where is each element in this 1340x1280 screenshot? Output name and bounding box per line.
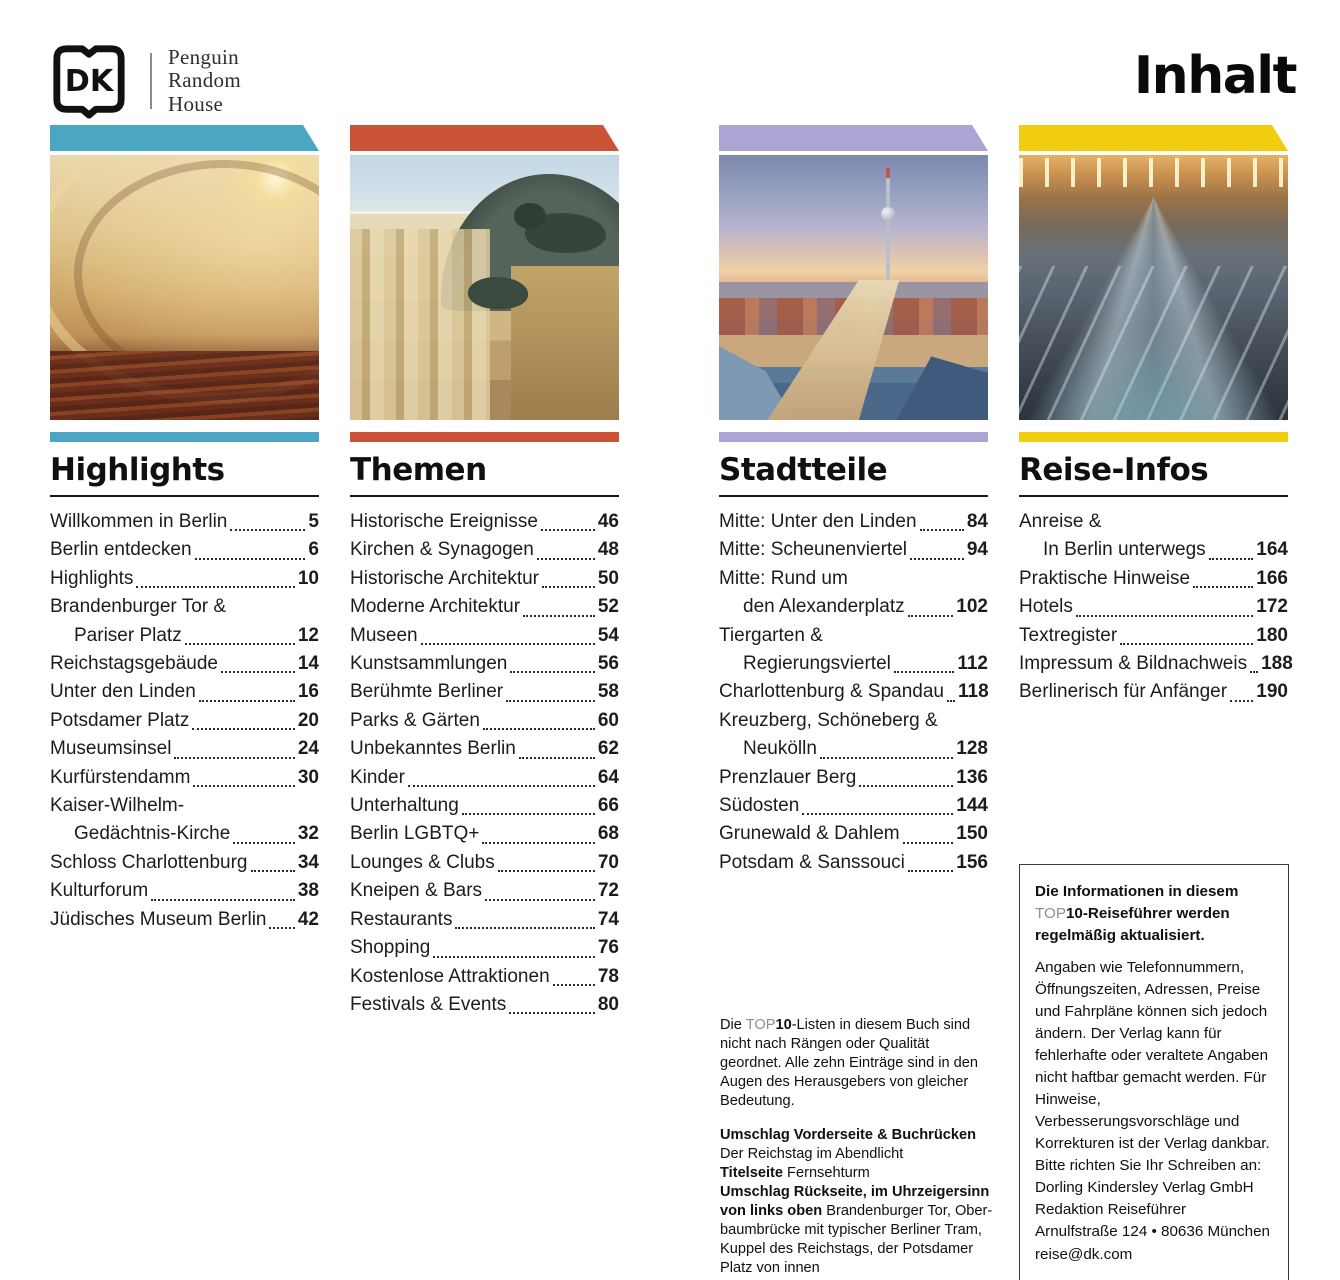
toc-entry (350, 764, 619, 792)
toc-entry-label: Charlottenburg & Spandau (719, 681, 944, 703)
publisher-name (168, 46, 241, 115)
text-segment: Redaktion Reiseführer (1035, 1201, 1187, 1219)
toc-entry-label: Grunewald & Dahlem (719, 823, 900, 845)
toc-entry-page: 136 (956, 766, 988, 788)
toc-entry-label: Moderne Architektur (350, 596, 521, 618)
toc-entry (350, 735, 619, 763)
toc-entry (1019, 593, 1288, 621)
toc-entry-page: 50 (597, 567, 619, 589)
toc-entry (50, 678, 319, 706)
toc-entry-page: 190 (1256, 681, 1288, 703)
dot-leader (408, 785, 595, 787)
toc-entry (50, 707, 319, 735)
panther-statue (468, 277, 527, 309)
toc-entry (350, 991, 619, 1019)
text-segment: Brandenburger Tor, Oberbaumbrücke mit typischer Berliner Tram, Kuppel des Reichstags, der Potsdamer Platz von innen (720, 1202, 993, 1276)
toc-entry-page: 42 (297, 908, 319, 930)
dot-leader (195, 558, 306, 560)
toc-entry (50, 764, 319, 792)
text-segment: -Listen in diesem Buch sind nicht nach Rängen oder Qualität geordnet. Alle zehn Einträge sind in den Augen des Herausgebers von gleicher Bedeutung. (720, 1017, 979, 1109)
opera-seat-rows (50, 351, 319, 420)
toc-entry-label: Restaurants (350, 908, 453, 930)
section-color-bar (350, 432, 619, 442)
dot-leader (1230, 700, 1253, 702)
text-segment: TOP (1035, 905, 1066, 923)
dot-leader (1076, 615, 1253, 617)
dot-leader (230, 529, 305, 531)
toc-entry (350, 678, 619, 706)
dot-leader (136, 586, 294, 588)
toc-entry-page: 70 (597, 851, 619, 873)
section-title: Reise-Infos (1019, 452, 1209, 488)
section-tab (1019, 125, 1288, 151)
toc-entry-page: 66 (597, 795, 619, 817)
dot-leader (908, 615, 954, 617)
dot-leader (859, 785, 953, 787)
toc-entry-label: Unbekanntes Berlin (350, 738, 516, 760)
toc-entry-label: In Berlin unterwegs (1043, 539, 1206, 561)
toc-entry-label: Textregister (1019, 624, 1118, 646)
toc-entry-label: Kaiser-Wilhelm- (50, 795, 185, 817)
toc-entry (50, 622, 319, 650)
toc-entry (719, 593, 988, 621)
dot-leader (506, 700, 595, 702)
toc-entry-label: Mitte: Rund um (719, 567, 848, 589)
toc-entry-label: Unter den Linden (50, 681, 196, 703)
toc-entry-label: Berlinerisch für Anfänger (1019, 681, 1228, 703)
toc-entry-label: den Alexanderplatz (743, 596, 905, 618)
section-color-bar (50, 432, 319, 442)
toc-entry-label: Potsdam & Sanssouci (719, 851, 905, 873)
toc-entry-page: 166 (1256, 567, 1288, 589)
toc-entry-page: 24 (297, 738, 319, 760)
toc-entry-label: Brandenburger Tor & (50, 596, 227, 618)
toc-entry-label: Museen (350, 624, 418, 646)
toc-entry (50, 536, 319, 564)
toc-entry-label: Impressum & Bildnachweis (1019, 653, 1248, 675)
footnote-block (720, 1016, 994, 1280)
info-box-body (1035, 957, 1273, 1265)
toc-entry-label: Highlights (50, 567, 134, 589)
toc-entry-label: Willkommen in Berlin (50, 511, 228, 532)
toc-entry-label: Neukölln (743, 738, 817, 760)
toc-entry-page: 156 (956, 851, 988, 873)
toc-entry-label: Festivals & Events (350, 993, 507, 1015)
text-segment: Der Reichstag im Abendlicht (720, 1145, 904, 1162)
dot-leader (1250, 671, 1258, 673)
toc-entry-label: Kostenlose Attraktionen (350, 965, 550, 987)
toc-entry (50, 877, 319, 905)
toc-entry (50, 565, 319, 593)
dot-leader (541, 529, 595, 531)
toc-entry (719, 735, 988, 763)
text-segment: Die Informationen in diesem (1035, 883, 1239, 900)
page-title: Inhalt (1133, 46, 1296, 106)
text-segment: 10-Reiseführer werden regelmäßig aktualisiert. (1035, 905, 1230, 945)
toc-entry (350, 792, 619, 820)
toc-entry-label: Kirchen & Synagogen (350, 539, 534, 561)
brand-divider (150, 53, 152, 109)
info-box-lead (1035, 881, 1273, 947)
dot-leader (553, 984, 595, 986)
toc-entry-label: Gedächtnis-Kirche (74, 823, 231, 845)
dot-leader (1193, 586, 1253, 588)
top10-note (720, 1016, 994, 1111)
dot-leader (903, 842, 954, 844)
toc-entry-page: 10 (297, 567, 319, 589)
tv-tower (886, 168, 890, 290)
toc-entry-page: 112 (957, 653, 988, 675)
toc-entry-label: Historische Ereignisse (350, 511, 538, 532)
toc-entry-page: 78 (597, 965, 619, 987)
toc-entry (719, 678, 988, 706)
toc-entry-label: Kinder (350, 766, 405, 788)
toc-entry (350, 877, 619, 905)
toc-entry-page: 94 (966, 539, 988, 561)
toc-entry-label: Schloss Charlottenburg (50, 851, 248, 873)
toc-entry-page: 180 (1256, 624, 1288, 646)
text-segment: TOP (745, 1017, 776, 1033)
toc-entry-label: Unterhaltung (350, 795, 459, 817)
toc-entry (1019, 622, 1288, 650)
toc-entry-label: Kreuzberg, Schöneberg & (719, 709, 938, 731)
dot-leader (233, 842, 295, 844)
toc-entry (50, 650, 319, 678)
dot-leader (542, 586, 595, 588)
toc-entry-label: Prenzlauer Berg (719, 766, 857, 788)
toc-entry (719, 792, 988, 820)
dot-leader (251, 870, 295, 872)
toc-entry-page: 6 (308, 539, 319, 561)
toc-entry (350, 820, 619, 848)
toc-entry-page: 62 (597, 738, 619, 760)
toc-entry (719, 650, 988, 678)
toc-list (1019, 508, 1293, 707)
dot-leader (462, 813, 595, 815)
dot-leader (269, 927, 294, 929)
station-ceiling-lights (1019, 158, 1288, 187)
toc-entry (350, 536, 619, 564)
publisher-info-box (1019, 864, 1289, 1280)
toc-entry-label: Berlin entdecken (50, 539, 192, 561)
photo-train-station (1019, 155, 1288, 420)
toc-entry-label: Shopping (350, 937, 431, 959)
toc-entry-label: Kurfürstendamm (50, 766, 191, 788)
toc-entry-label: Berlin LGBTQ+ (350, 823, 480, 845)
dot-leader (947, 700, 955, 702)
toc-entry-page: 52 (597, 596, 619, 618)
toc-entry (50, 735, 319, 763)
toc-entry-page: 76 (597, 937, 619, 959)
section-title: Themen (350, 452, 487, 488)
section-rule (50, 495, 319, 497)
toc-entry-label: Tiergarten & (719, 624, 823, 646)
section-tab (50, 125, 319, 151)
toc-entry-label: Praktische Hinweise (1019, 567, 1191, 589)
dot-leader (193, 785, 294, 787)
section-tab (350, 125, 619, 151)
dot-leader (920, 529, 964, 531)
toc-entry (50, 593, 319, 621)
toc-entry-page: 30 (297, 766, 319, 788)
dot-leader (498, 870, 595, 872)
text-segment: Umschlag Vorderseite & Buchrücken (720, 1126, 977, 1143)
dot-leader (894, 671, 954, 673)
toc-entry-page: 5 (308, 511, 319, 532)
cover-credits (720, 1126, 994, 1278)
toc-entry-page: 60 (597, 709, 619, 731)
river-right (897, 356, 988, 420)
publisher-line: Penguin (168, 45, 239, 70)
toc-entry (350, 849, 619, 877)
dot-leader (1209, 558, 1254, 560)
toc-entry (719, 820, 988, 848)
toc-entry (50, 849, 319, 877)
toc-entry-page: 164 (1256, 539, 1288, 561)
photo-opera-house (50, 155, 319, 420)
section-rule (350, 495, 619, 497)
dk-logo-text: DK (64, 63, 114, 99)
section-title: Highlights (50, 452, 225, 488)
dot-leader (802, 813, 953, 815)
dot-leader (820, 757, 953, 759)
section-tab (719, 125, 988, 151)
dot-leader (192, 728, 294, 730)
tv-tower-sphere (881, 207, 895, 221)
section-stadtteile (719, 125, 988, 877)
text-segment: Arnulfstraße 124 • 80636 München (1035, 1223, 1270, 1241)
dot-leader (455, 927, 594, 929)
toc-entry (719, 536, 988, 564)
toc-entry-label: Kneipen & Bars (350, 880, 483, 902)
station-platform-glow (1019, 314, 1288, 420)
dot-leader (537, 558, 595, 560)
toc-entry-page: 80 (597, 993, 619, 1015)
dot-leader (509, 1012, 595, 1014)
toc-entry-label: Kunstsammlungen (350, 653, 508, 675)
toc-entry-page: 58 (597, 681, 619, 703)
section-themen (350, 125, 619, 1019)
toc-entry-page: 72 (597, 880, 619, 902)
toc-entry (719, 508, 988, 536)
section-reise-infos (1019, 125, 1293, 707)
dot-leader (185, 643, 295, 645)
toc-entry-label: Pariser Platz (74, 624, 182, 646)
toc-entry-page: 16 (297, 681, 319, 703)
dot-leader (485, 899, 595, 901)
toc-entry-page: 102 (956, 596, 988, 618)
toc-entry-label: Mitte: Scheunenviertel (719, 539, 907, 561)
section-highlights (50, 125, 319, 934)
toc-entry-page: 150 (956, 823, 988, 845)
statue-pedestal (511, 266, 619, 420)
toc-entry-page: 38 (297, 880, 319, 902)
toc-entry-label: Potsdamer Platz (50, 709, 190, 731)
text-segment: Angaben wie Telefonnummern, Öffnungszeiten, Adressen, Preise und Fahrpläne können sich jedoch ändern. Der Verlag kann für fehlerhafte oder veraltete Angaben nicht haftbar gemacht werden. Für Hinweise, Verbesserungsvorschläge und Korrekturen ist der Verlag dankbar. Bitte richten Sie Ihr Schreiben an: (1035, 959, 1270, 1175)
toc-entry-page: 144 (956, 795, 988, 817)
toc-entry-label: Reichstagsgebäude (50, 653, 218, 675)
section-title: Stadtteile (719, 452, 888, 488)
dot-leader (910, 558, 964, 560)
section-color-bar (719, 432, 988, 442)
dot-leader (1120, 643, 1253, 645)
dot-leader (510, 671, 594, 673)
toc-entry-label: Hotels (1019, 596, 1073, 618)
toc-entry-page: 84 (966, 511, 988, 532)
toc-entry (719, 707, 988, 735)
toc-entry (350, 593, 619, 621)
toc-entry (50, 508, 319, 536)
toc-entry (50, 906, 319, 934)
toc-entry (350, 565, 619, 593)
toc-entry-page: 64 (597, 766, 619, 788)
text-segment: Die (720, 1017, 746, 1033)
publisher-line: House (168, 91, 224, 116)
toc-entry (1019, 508, 1288, 536)
toc-entry-label: Regierungsviertel (743, 653, 891, 675)
toc-entry-page: 118 (958, 681, 989, 703)
dot-leader (221, 671, 295, 673)
dot-leader (519, 757, 595, 759)
toc-entry (719, 849, 988, 877)
toc-entry (350, 934, 619, 962)
toc-entry (1019, 565, 1288, 593)
toc-entry-page: 32 (297, 823, 319, 845)
toc-entry-page: 14 (297, 653, 319, 675)
toc-list (350, 508, 619, 1019)
section-rule (719, 495, 988, 497)
publisher-brand (50, 42, 241, 120)
text-segment: reise@dk.com (1035, 1245, 1133, 1263)
text-segment: Umschlag Rückseite, im Uhrzeigersinn von links oben (720, 1183, 990, 1219)
toc-entry-page: 12 (297, 624, 319, 646)
toc-entry-label: Kulturforum (50, 880, 149, 902)
publisher-line: Random (168, 68, 241, 93)
dot-leader (482, 842, 595, 844)
toc-entry-label: Südosten (719, 795, 800, 817)
toc-entry (1019, 650, 1293, 678)
toc-entry-label: Museumsinsel (50, 738, 172, 760)
photo-berlin-skyline (719, 155, 988, 420)
dot-leader (421, 643, 595, 645)
section-rule (1019, 495, 1288, 497)
toc-entry-page: 54 (597, 624, 619, 646)
text-segment: Fernsehturm (783, 1164, 870, 1181)
toc-entry (350, 650, 619, 678)
toc-entry (350, 707, 619, 735)
toc-entry-page: 172 (1256, 596, 1288, 618)
dot-leader (199, 700, 295, 702)
toc-entry (350, 622, 619, 650)
toc-entry-page: 74 (597, 908, 619, 930)
toc-entry (1019, 536, 1288, 564)
toc-entry (50, 792, 319, 820)
toc-entry (1019, 678, 1288, 706)
dot-leader (483, 728, 595, 730)
toc-entry (350, 906, 619, 934)
toc-entry (719, 565, 988, 593)
text-segment: 10 (775, 1017, 792, 1033)
toc-entry-label: Berühmte Berliner (350, 681, 504, 703)
text-segment: Titelseite (720, 1164, 783, 1181)
toc-entry-label: Jüdisches Museum Berlin (50, 908, 267, 930)
dot-leader (523, 615, 595, 617)
toc-entry-label: Historische Architektur (350, 567, 540, 589)
konzerthaus-columns (350, 229, 490, 420)
toc-entry-page: 188 (1261, 653, 1293, 675)
toc-entry-page: 56 (597, 653, 619, 675)
toc-entry-page: 48 (597, 539, 619, 561)
toc-entry-label: Mitte: Unter den Linden (719, 511, 917, 532)
toc-entry (719, 764, 988, 792)
section-color-bar (1019, 432, 1288, 442)
toc-entry (350, 508, 619, 536)
toc-entry-page: 46 (597, 511, 619, 532)
toc-entry-label: Lounges & Clubs (350, 851, 495, 873)
photo-konzerthaus (350, 155, 619, 420)
dot-leader (433, 956, 595, 958)
toc-list (50, 508, 319, 934)
toc-entry (350, 963, 619, 991)
toc-entry-page: 20 (297, 709, 319, 731)
toc-entry (719, 622, 988, 650)
dot-leader (908, 870, 953, 872)
dot-leader (174, 757, 294, 759)
text-segment: Dorling Kindersley Verlag GmbH (1035, 1179, 1254, 1197)
toc-entry-page: 34 (297, 851, 319, 873)
toc-entry (50, 820, 319, 848)
toc-list (719, 508, 988, 877)
toc-entry-page: 68 (597, 823, 619, 845)
dot-leader (151, 899, 295, 901)
toc-entry-label: Parks & Gärten (350, 709, 480, 731)
dk-logo-icon (50, 42, 128, 120)
toc-entry-page: 128 (956, 738, 988, 760)
toc-entry-label: Anreise & (1019, 511, 1102, 532)
